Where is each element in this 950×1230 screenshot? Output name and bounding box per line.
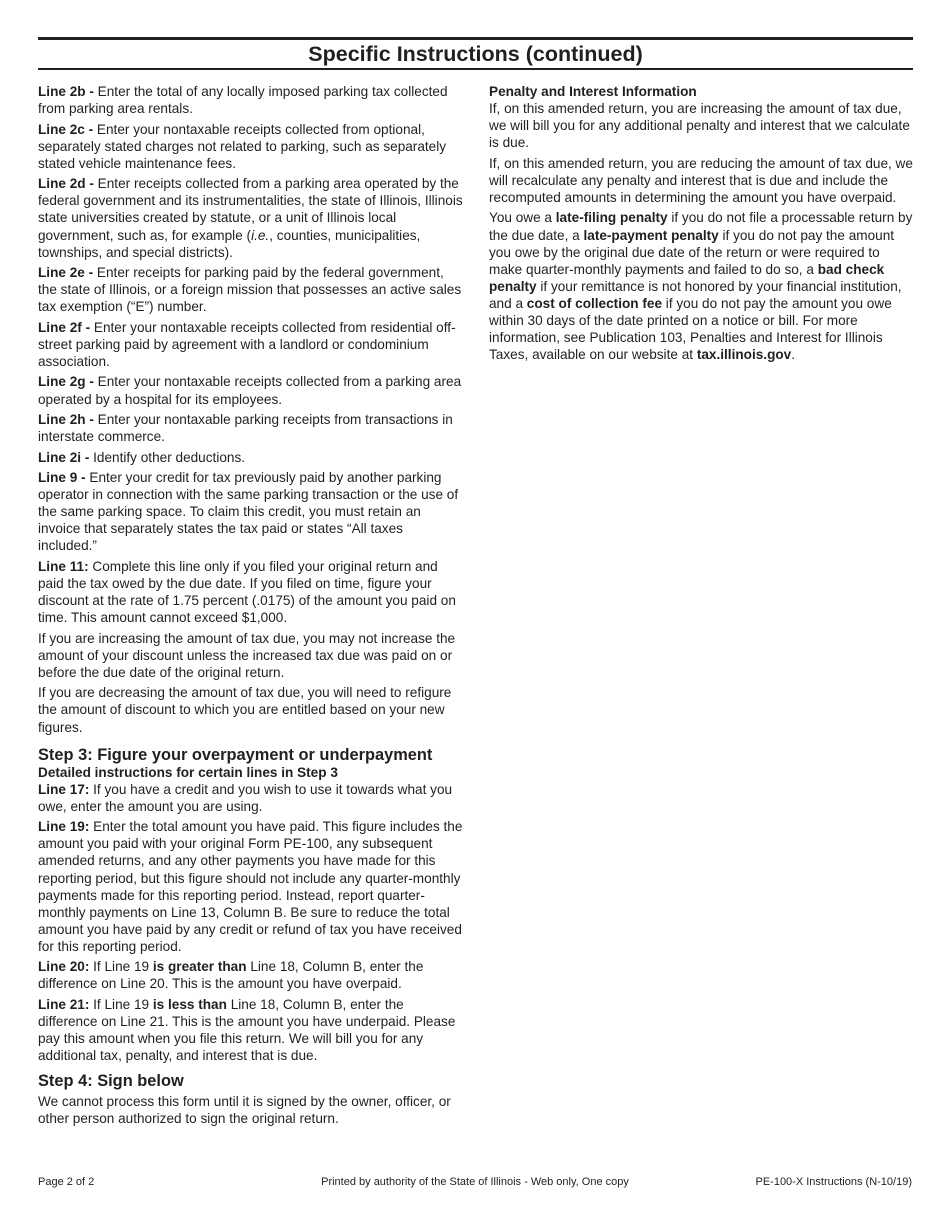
left-column (38, 83, 464, 1131)
line-2d-instruction: Line 2d - Enter receipts collected from a parking area operated by the federal government and its instrumentalities, the state of Illinois, Illinois state universities created by statute, or a unit of Illinois local government, such as, for example (i.e., counties, municipalities, townships, and special districts). (38, 176, 463, 260)
line-2g-instruction: Line 2g - Enter your nontaxable receipts collected from a parking area operated by a hospital for its employees. (38, 374, 462, 407)
footer-authority: Printed by authority of the State of Illinois - Web only, One copy (321, 1176, 629, 1188)
step-3-subheading: Detailed instructions for certain lines in Step 3 (38, 764, 338, 780)
right-column (489, 83, 914, 367)
line-2h-instruction: Line 2h - Enter your nontaxable parking receipts from transactions in interstate commerce. (38, 412, 453, 445)
penalty-increase-para: If, on this amended return, you are increasing the amount of tax due, we will bill you for any additional penalty and interest that we calculate is due. (489, 101, 910, 151)
line-2e-instruction: Line 2e - Enter receipts for parking paid by the federal government, the state of Illinois, or a foreign mission that possesses an active sales tax exemption (“E”) number. (38, 265, 462, 315)
decrease-discount-note: If you are decreasing the amount of tax due, you will need to refigure the amount of discount to which you are entitled based on your new figures. (38, 685, 452, 735)
line-11-instruction: Line 11: Complete this line only if you filed your original return and paid the tax owed by the due date. If you filed on time, figure your discount at the rate of 1.75 percent (.0175) of the amount you paid on time. This amount cannot exceed $1,000. (38, 558, 456, 626)
step-3-heading: Step 3: Figure your overpayment or underpayment (38, 745, 433, 764)
step-4-text: We cannot process this form until it is signed by the owner, officer, or other person authorized to sign the original return. (38, 1094, 451, 1127)
line-17-instruction: Line 17: If you have a credit and you wish to use it towards what you owe, enter the amount you are using. (38, 781, 453, 814)
step-4-heading: Step 4: Sign below (38, 1072, 184, 1091)
line-2b-instruction: Line 2b - Enter the total of any locally imposed parking tax collected from parking area rentals. (38, 84, 448, 117)
increase-discount-note: If you are increasing the amount of tax due, you may not increase the amount of your discount unless the increased tax due was paid on or before the due date of the original return. (38, 630, 456, 680)
line-2c-instruction: Line 2c - Enter your nontaxable receipts collected from optional, separately stated charges not related to parking, such as separately stated vehicle maintenance fees. (38, 121, 447, 171)
footer-form-id: PE-100-X Instructions (N-10/19) (755, 1176, 912, 1188)
page-title: Specific Instructions (continued) (308, 42, 643, 66)
penalty-types-para: You owe a late-filing penalty if you do not file a processable return by the due date, a late-payment penalty if you do not pay the amount you owe by the original due date of the return or were required to make quarter-monthly payments and failed to do so, a bad check penalty if your remittance is not honored by your financial institution, and a cost of collection fee if you do not pay the amount you owe within 30 days of the date printed on a notice or bill. For more information, see Publication 103, Penalties and Interest for Illinois Taxes, available on our website at tax.illinois.gov. (489, 210, 913, 363)
footer-page-number: Page 2 of 2 (38, 1176, 95, 1188)
website-reference: tax.illinois.gov (696, 347, 792, 363)
line-2f-instruction: Line 2f - Enter your nontaxable receipts collected from residential off-street parking paid by agreement with a landlord or condominium association. (38, 319, 456, 369)
line-9-instruction: Line 9 - Enter your credit for tax previously paid by another parking operator in connection with the same parking transaction or the use of the same parking space. To claim this credit, you must retain an invoice that separately states the tax paid or states “All taxes included.” (38, 470, 459, 554)
line-19-instruction: Line 19: Enter the total amount you have paid. This figure includes the amount you paid with your original Form PE-100, any subsequent amended returns, and any other payments you have made for this reporting period, but this figure should not include any quarter-monthly payments made for this reporting period. Instead, report quarter-monthly payments on Line 13, Column B. Be sure to reduce the total amount you have paid by any credit or refund of tax you have received for this reporting period. (38, 819, 463, 954)
line-2i-instruction: Line 2i - Identify other deductions. (38, 449, 246, 465)
penalty-interest-heading: Penalty and Interest Information (489, 84, 697, 99)
line-20-instruction: Line 20: If Line 19 is greater than Line 18, Column B, enter the difference on Line 20. This is the amount you have overpaid. (38, 959, 424, 992)
penalty-reduce-para: If, on this amended return, you are reducing the amount of tax due, we will recalculate any penalty and interest that is due and include the recomputed amounts in determining the amount you have overpaid. (489, 155, 913, 205)
header-bottom-rule (38, 68, 913, 70)
line-21-instruction: Line 21: If Line 19 is less than Line 18, Column B, enter the difference on Line 21. This is the amount you have underpaid. Please pay this amount when you file this return. We will bill you for any additional tax, penalty, and interest that is due. (38, 996, 456, 1064)
